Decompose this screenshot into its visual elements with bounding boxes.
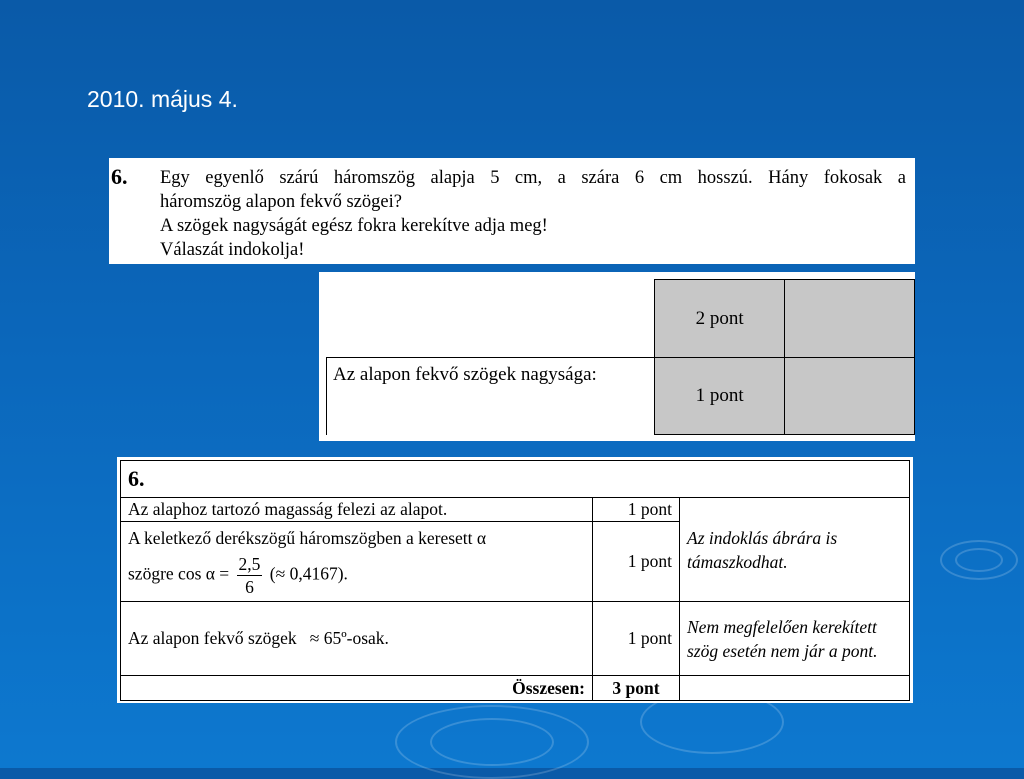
solution-note: Az indoklás ábrára is támaszkodhat. — [680, 498, 910, 602]
slide-date: 2010. május 4. — [87, 86, 238, 112]
problem-line: Egy egyenlő szárú háromszög alapja 5 cm, a szára 6 cm hosszú. Hány fokosak a — [160, 168, 906, 188]
solution-step: Az alapon fekvő szögek ≈ 65º-osak. — [121, 602, 593, 676]
scoring-table-box — [319, 272, 915, 441]
scoring-blank-cell — [784, 358, 914, 435]
problem-statement — [109, 158, 915, 264]
solution-points: 1 pont — [593, 522, 680, 602]
ripple-decoration — [955, 548, 1003, 572]
fraction-denominator: 6 — [245, 577, 254, 597]
problem-line: háromszög alapon fekvő szögei? — [160, 192, 402, 212]
solution-number: 6. — [121, 461, 910, 498]
solution-note: Nem megfelelően kerekített szög esetén nem jár a pont. — [680, 602, 910, 676]
total-points: 3 pont — [593, 676, 680, 701]
solution-points: 1 pont — [593, 498, 680, 522]
solution-points: 1 pont — [593, 602, 680, 676]
total-label: Összesen: — [121, 676, 593, 701]
solution-step-line: A keletkező derékszögű háromszögben a keresett α — [128, 528, 487, 548]
ripple-decoration — [430, 718, 554, 766]
scoring-empty-cell — [327, 280, 655, 358]
solution-table-box — [117, 457, 913, 703]
problem-number: 6. — [111, 164, 128, 189]
solution-table — [120, 460, 910, 701]
scoring-points-cell: 1 pont — [655, 358, 785, 435]
problem-text — [160, 166, 906, 262]
fraction — [237, 553, 263, 598]
solution-formula-suffix: (≈ 0,4167). — [269, 563, 348, 584]
problem-line: A szögek nagyságát egész fokra kerekítve adja meg! — [160, 216, 548, 236]
solution-formula-prefix: szögre cos α = — [128, 563, 230, 584]
solution-step — [121, 522, 593, 602]
scoring-points-cell: 2 pont — [655, 280, 785, 358]
scoring-blank-cell — [784, 280, 914, 358]
fraction-numerator: 2,5 — [238, 554, 261, 574]
total-empty-cell — [680, 676, 910, 701]
scoring-label-cell: Az alapon fekvő szögek nagysága: — [327, 358, 655, 435]
scoring-table — [326, 279, 915, 435]
problem-line: Válaszát indokolja! — [160, 240, 305, 260]
solution-step: Az alaphoz tartozó magasság felezi az alapot. — [121, 498, 593, 522]
